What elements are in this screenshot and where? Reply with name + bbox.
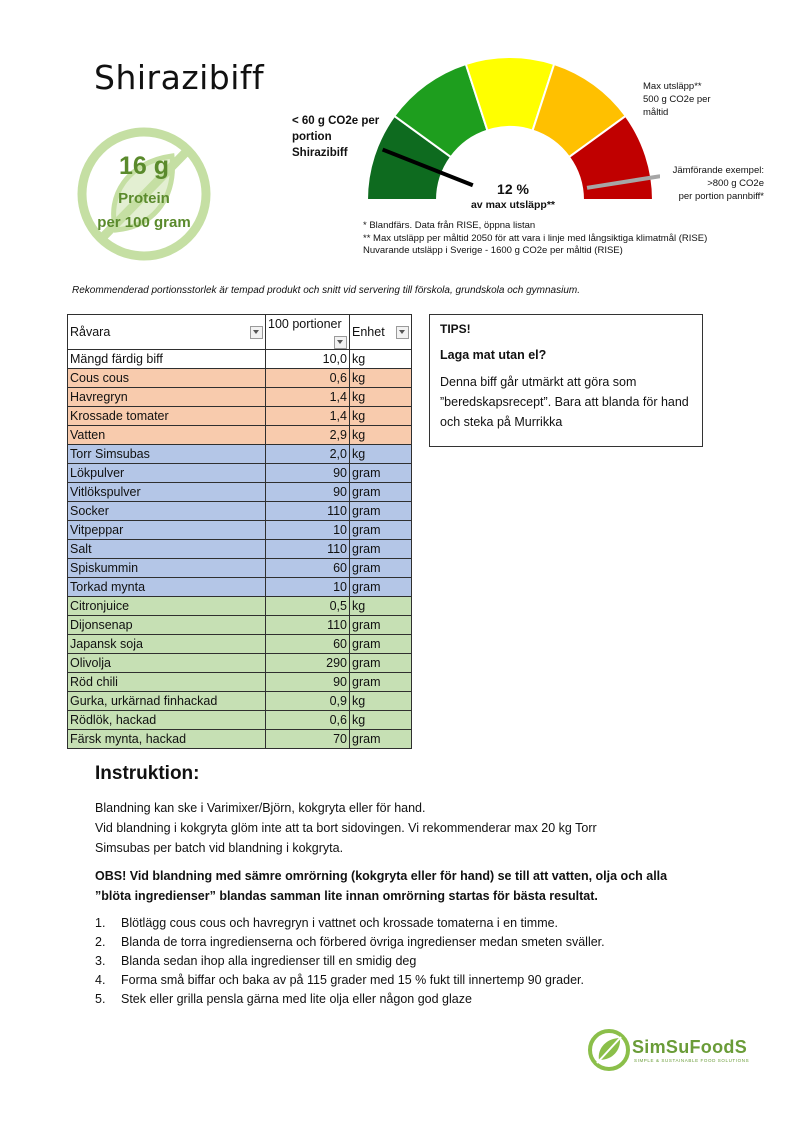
table-row bbox=[68, 350, 412, 369]
amount-cell: 10 bbox=[266, 521, 350, 540]
ingredient-cell: Dijonsenap bbox=[68, 616, 266, 635]
amount-cell: 0,5 bbox=[266, 597, 350, 616]
ingredient-table bbox=[67, 314, 412, 749]
amount-cell: 90 bbox=[266, 673, 350, 692]
filter-dropdown-icon[interactable] bbox=[396, 326, 409, 339]
instructions-paragraph: Blandning kan ske i Varimixer/Björn, kokgryta eller för hand. Vid blandning i kokgryta glöm inte att ta bort sidovingen. Vi rekommenderar max 20 kg Torr Simsubas per batch vid blandning i kokgryta. bbox=[95, 801, 597, 855]
table-row bbox=[68, 464, 412, 483]
unit-cell: gram bbox=[350, 654, 412, 673]
tips-box bbox=[429, 314, 703, 447]
table-row bbox=[68, 388, 412, 407]
amount-cell: 2,0 bbox=[266, 445, 350, 464]
ingredient-cell: Lökpulver bbox=[68, 464, 266, 483]
filter-dropdown-icon[interactable] bbox=[250, 326, 263, 339]
ingredient-cell: Japansk soja bbox=[68, 635, 266, 654]
unit-cell: gram bbox=[350, 578, 412, 597]
amount-cell: 2,9 bbox=[266, 426, 350, 445]
unit-cell: kg bbox=[350, 388, 412, 407]
unit-cell: gram bbox=[350, 483, 412, 502]
unit-cell: gram bbox=[350, 521, 412, 540]
table-row bbox=[68, 692, 412, 711]
ingredient-cell: Mängd färdig biff bbox=[68, 350, 266, 369]
column-header-amount: 100 portioner bbox=[266, 315, 350, 350]
list-item: 5. Stek eller grilla pensla gärna med lite olja eller någon god glaze bbox=[95, 992, 472, 1006]
protein-value: 16 g bbox=[118, 152, 170, 180]
amount-cell: 110 bbox=[266, 540, 350, 559]
amount-cell: 60 bbox=[266, 559, 350, 578]
gauge-max-label: Max utsläpp** 500 g CO2e per måltid bbox=[643, 81, 711, 118]
table-row bbox=[68, 445, 412, 464]
footnote: ** Max utsläpp per måltid 2050 för att vara i linje med långsiktiga klimatmål (RISE) bbox=[363, 232, 708, 244]
table-row bbox=[68, 426, 412, 445]
list-item: 2. Blanda de torra ingredienserna och förbered övriga ingredienser medan smeten sväller. bbox=[95, 935, 605, 949]
unit-cell: kg bbox=[350, 692, 412, 711]
ingredient-cell: Rödlök, hackad bbox=[68, 711, 266, 730]
column-header-unit: Enhet bbox=[350, 315, 412, 350]
amount-cell: 70 bbox=[266, 730, 350, 749]
amount-cell: 0,6 bbox=[266, 369, 350, 388]
ingredient-cell: Spiskummin bbox=[68, 559, 266, 578]
list-item: 3. Blanda sedan ihop alla ingredienser till en smidig deg bbox=[95, 954, 417, 968]
unit-cell: kg bbox=[350, 597, 412, 616]
amount-cell: 1,4 bbox=[266, 388, 350, 407]
ingredient-cell: Färsk mynta, hackad bbox=[68, 730, 266, 749]
gauge-percent-caption: av max utsläpp** bbox=[470, 199, 556, 211]
ingredient-cell: Krossade tomater bbox=[68, 407, 266, 426]
table-row bbox=[68, 673, 412, 692]
gauge-product-label: < 60 g CO2e per portion Shirazibiff bbox=[292, 115, 380, 159]
ingredient-cell: Vitlökspulver bbox=[68, 483, 266, 502]
amount-cell: 110 bbox=[266, 502, 350, 521]
amount-cell: 90 bbox=[266, 483, 350, 502]
ingredient-cell: Torr Simsubas bbox=[68, 445, 266, 464]
list-item: 4. Forma små biffar och baka av på 115 grader med 15 % fukt till innertemp 90 grader. bbox=[95, 973, 584, 987]
footnote: Nuvarande utsläpp i Sverige - 1600 g CO2e per måltid (RISE) bbox=[363, 245, 623, 256]
table-row bbox=[68, 540, 412, 559]
tips-heading: TIPS! bbox=[440, 322, 471, 336]
table-row bbox=[68, 521, 412, 540]
amount-cell: 0,9 bbox=[266, 692, 350, 711]
table-row bbox=[68, 559, 412, 578]
unit-cell: kg bbox=[350, 426, 412, 445]
unit-cell: gram bbox=[350, 673, 412, 692]
amount-cell: 290 bbox=[266, 654, 350, 673]
ingredient-cell: Citronjuice bbox=[68, 597, 266, 616]
portion-note: Rekommenderad portionsstorlek är tempad produkt och snitt vid servering till förskola, grundskola och gymnasium. bbox=[72, 285, 581, 296]
unit-cell: kg bbox=[350, 407, 412, 426]
table-row bbox=[68, 369, 412, 388]
amount-cell: 1,4 bbox=[266, 407, 350, 426]
unit-cell: gram bbox=[350, 502, 412, 521]
amount-cell: 0,6 bbox=[266, 711, 350, 730]
table-row bbox=[68, 730, 412, 749]
logo-tagline: SIMPLE & SUSTAINABLE FOOD SOLUTIONS bbox=[634, 1058, 750, 1063]
footnote: * Blandfärs. Data från RISE, öppna listan bbox=[363, 220, 536, 231]
table-row bbox=[68, 483, 412, 502]
instructions-heading: Instruktion: bbox=[95, 763, 200, 784]
ingredient-cell: Torkad mynta bbox=[68, 578, 266, 597]
unit-cell: gram bbox=[350, 730, 412, 749]
filter-dropdown-icon[interactable] bbox=[334, 336, 347, 349]
tips-question: Laga mat utan el? bbox=[440, 348, 547, 362]
ingredient-cell: Vatten bbox=[68, 426, 266, 445]
gauge-compare-label: Jämförande exempel: >800 g CO2e per portion pannbiff* bbox=[672, 165, 764, 202]
obs-note: OBS! Vid blandning med sämre omrörning (kokgryta eller för hand) se till att vatten, olja och alla ”blöta ingredienser” blandas samman lite innan omrörning startas för bästa resultat. bbox=[95, 869, 668, 903]
table-row bbox=[68, 616, 412, 635]
amount-cell: 110 bbox=[266, 616, 350, 635]
table-row bbox=[68, 578, 412, 597]
unit-cell: kg bbox=[350, 369, 412, 388]
unit-cell: kg bbox=[350, 445, 412, 464]
unit-cell: gram bbox=[350, 464, 412, 483]
unit-cell: kg bbox=[350, 711, 412, 730]
tips-body: Denna biff går utmärkt att göra som ”beredskapsrecept”. Bara att blanda för hand och steka på Murrikka bbox=[440, 375, 689, 429]
table-header-row bbox=[68, 315, 412, 350]
page-title: Shirazibiff bbox=[94, 58, 265, 97]
logo-wordmark: SimSuFoodS bbox=[632, 1037, 747, 1057]
table-row bbox=[68, 502, 412, 521]
unit-cell: gram bbox=[350, 616, 412, 635]
instruction-steps bbox=[95, 914, 605, 1009]
unit-cell: gram bbox=[350, 635, 412, 654]
ingredient-cell: Röd chili bbox=[68, 673, 266, 692]
table-row bbox=[68, 597, 412, 616]
ingredient-cell: Gurka, urkärnad finhackad bbox=[68, 692, 266, 711]
table-row bbox=[68, 711, 412, 730]
table-row bbox=[68, 407, 412, 426]
amount-cell: 60 bbox=[266, 635, 350, 654]
protein-unit-label: per 100 gram bbox=[97, 214, 191, 231]
gauge-percent: 12 % bbox=[497, 181, 529, 197]
unit-cell: gram bbox=[350, 540, 412, 559]
ingredient-cell: Salt bbox=[68, 540, 266, 559]
ingredient-cell: Olivolja bbox=[68, 654, 266, 673]
simsufoods-logo-icon bbox=[587, 1028, 631, 1072]
ingredient-cell: Havregryn bbox=[68, 388, 266, 407]
unit-cell: gram bbox=[350, 559, 412, 578]
ingredient-cell: Vitpeppar bbox=[68, 521, 266, 540]
table-row bbox=[68, 635, 412, 654]
footnotes bbox=[363, 220, 707, 258]
column-header-ingredient: Råvara bbox=[68, 315, 266, 350]
table-row bbox=[68, 654, 412, 673]
amount-cell: 90 bbox=[266, 464, 350, 483]
amount-cell: 10,0 bbox=[266, 350, 350, 369]
unit-cell: kg bbox=[350, 350, 412, 369]
protein-label: Protein bbox=[118, 190, 170, 207]
list-item: 1. Blötlägg cous cous och havregryn i vattnet och krossade tomaterna i en timme. bbox=[95, 916, 559, 930]
ingredient-cell: Socker bbox=[68, 502, 266, 521]
ingredient-cell: Cous cous bbox=[68, 369, 266, 388]
amount-cell: 10 bbox=[266, 578, 350, 597]
